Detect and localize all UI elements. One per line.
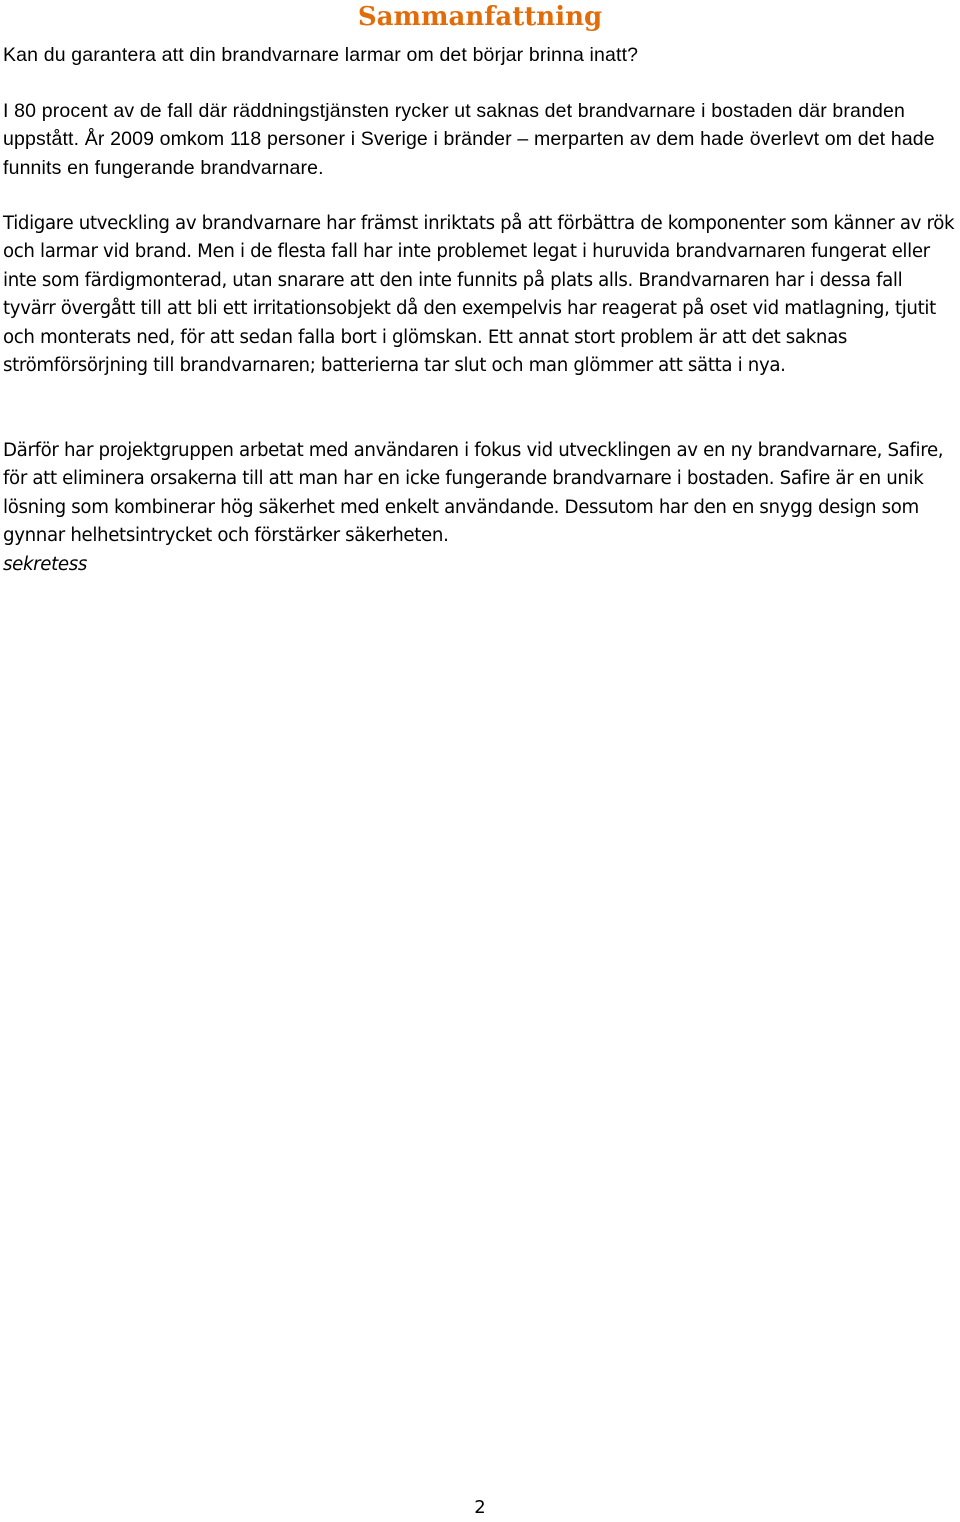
intro-question: Kan du garantera att din brandvarnare larmar om det börjar brinna inatt? <box>3 44 639 66</box>
solution-paragraph: Därför har projektgruppen arbetat med användaren i fokus vid utvecklingen av en ny brandvarnare, Safire, för att eliminera orsakerna till att man har en icke fungerande brandvarnare i bostaden. Safire är en unik lösning som kombinerar hög säkerhet med enkelt användande. Dessutom har den en snygg design som gynnar helhetsintrycket och förstärker säkerheten. <box>3 440 944 547</box>
page-title: Sammanfattning <box>357 2 603 32</box>
background-paragraph: Tidigare utveckling av brandvarnare har främst inriktats på att förbättra de komponenter som känner av rök och larmar vid brand. Men i de flesta fall har inte problemet legat i huruvida brandvarnaren fungerat eller inte som färdigmonterad, utan snarare att den inte funnits på plats alls. Brandvarnaren har i dessa fall tyvärr övergått till att bli ett irritationsobjekt då den exempelvis har reagerat på oset vid matlagning, tjutit och monterats ned, för att sedan falla bort i glömskan. Ett annat stort problem är att det saknas strömförsörjning till brandvarnaren; batterierna tar slut och man glömmer att sätta i nya. <box>3 213 955 377</box>
statistics-paragraph: I 80 procent av de fall där räddningstjänsten rycker ut saknas det brandvarnare i bostaden där branden uppstått. År 2009 omkom 118 personer i Sverige i bränder – merparten av dem hade överlevt om det hade funnits en fungerande brandvarnare. <box>3 100 935 179</box>
confidentiality-label: sekretess <box>3 554 87 575</box>
page-number: 2 <box>474 1497 486 1518</box>
